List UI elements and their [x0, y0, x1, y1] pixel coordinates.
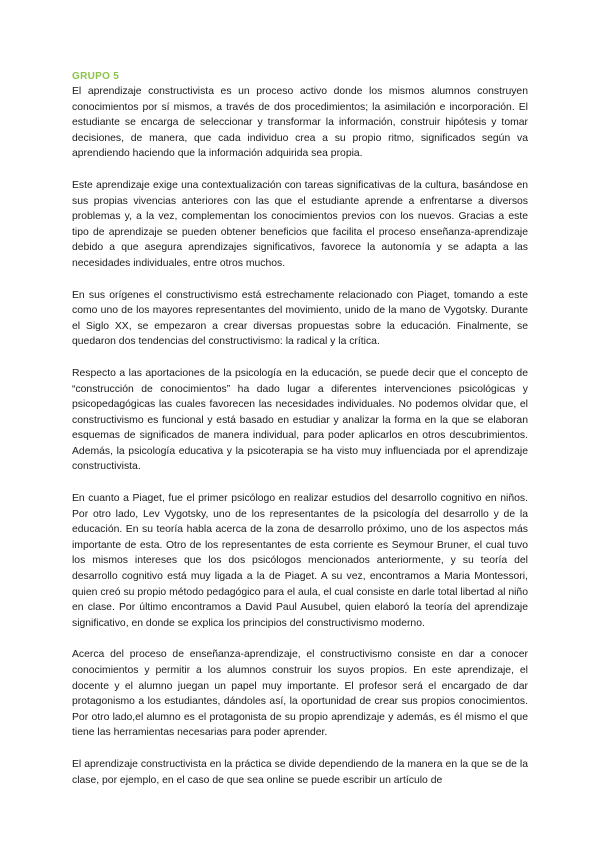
paragraph-contextualization: Este aprendizaje exige una contextualización con tareas significativas de la cultura, basándose en sus propias vivencias anteriores con las que el estudiante aprende a enfrentarse a diversos problemas y, a la vez, complementan los conocimientos previos con los nuevos. Gracias a este tipo de aprendizaje se pueden obtener beneficios que facilita el proceso enseñanza-aprendizaje debido a que asegura aprendizajes significativos, favorece la autonomía y se adapta a las necesidades individuales, entre otros muchos.	[72, 179, 528, 269]
paragraph-psychology-contributions: Respecto a las aportaciones de la psicología en la educación, se puede decir que el concepto de “construcción de conocimientos” ha dado lugar a diferentes intervenciones psicológicas y psicopedagógicas las cuales favorecen las necesidades individuales. No podemos olvidar que, el constructivismo es funcional y está basado en estudiar y analizar la forma en la que se elaboran esquemas de significados de manera individual, para poder aplicarlos en otros descubrimientos. Además, la psicología educativa y la psicoterapia se ha visto muy influenciada por el aprendizaje constructivista.	[72, 367, 528, 473]
paragraph-teaching-process: Acerca del proceso de enseñanza-aprendizaje, el constructivismo consiste en dar a conocer conocimientos y permitir a los alumnos construir los suyos propios. En este aprendizaje, el docente y el alumno juegan un papel muy importante. El profesor será el encargado de dar protagonismo a los estudiantes, dándoles así, la oportunidad de crear sus propios conocimientos. Por otro lado,el alumno es el protagonista de su propio aprendizaje y además, es él mismo el que tiene las herramientas necesarias para poder aprender.	[72, 649, 528, 739]
paragraph-practice: El aprendizaje constructivista en la práctica se divide dependiendo de la manera en la que se de la clase, por ejemplo, en el caso de que sea online se puede escribir un artículo de	[72, 758, 528, 786]
paragraph-origins: En sus orígenes el constructivismo está estrechamente relacionado con Piaget, tomando a este como uno de los mayores representantes del movimiento, unido de la mano de Vygotsky. Durante el Siglo XX, se empezaron a crear diversas propuestas sobre la educación. Finalmente, se quedaron dos tendencias del constructivismo: la radical y la crítica.	[72, 289, 528, 348]
document-page	[72, 70, 528, 804]
paragraph-representatives: En cuanto a Piaget, fue el primer psicólogo en realizar estudios del desarrollo cognitivo en niños. Por otro lado, Lev Vygotsky, uno de los representantes de la psicología del desarrollo y de la educación. En su teoría habla acerca de la zona de desarrollo próximo, uno de los aspectos más importante de esta. Otro de los representantes de esta corriente es Seymour Bruner, el cual tuvo los mismos intereses que los dos psicólogos mencionados anteriormente, y su teoría del desarrollo cognitivo está muy ligada a la de Piaget. A su vez, encontramos a Maria Montessori, quien creó su propio método pedagógico para el aula, el cual consiste en darle total libertad al niño en clase. Por último encontramos a David Paul Ausubel, quien elaboró la teoría del aprendizaje significativo, en donde se explica los principios del constructivismo moderno.	[72, 493, 528, 629]
paragraph-intro: El aprendizaje constructivista es un proceso activo donde los mismos alumnos construyen conocimientos por sí mismos, a través de dos procedimientos; la asimilación e incorporación. El estudiante se encarga de seleccionar y transformar la información, construir hipótesis y tomar decisiones, de manera, que cada individuo crea a su propio ritmo, significados según va aprendiendo haciendo que la información adquirida sea propia.	[72, 86, 528, 160]
section-heading: GRUPO 5	[72, 71, 120, 82]
